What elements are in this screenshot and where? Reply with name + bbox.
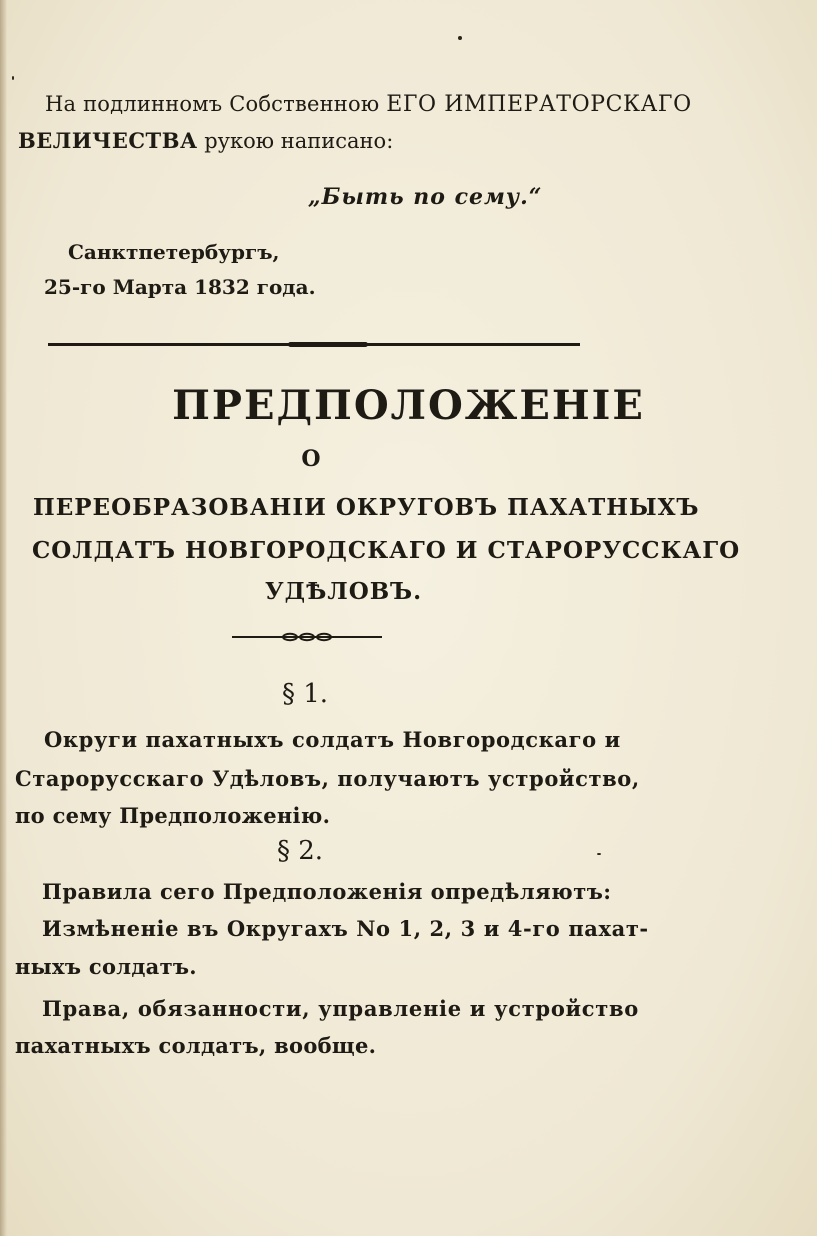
subtitle-line-3: УДѢЛОВЪ. bbox=[265, 578, 423, 605]
section-2-heading: § 2. bbox=[276, 836, 324, 866]
section-2-line-1: Правила сего Предположенія опредѣляютъ: bbox=[42, 879, 612, 904]
subtitle-line-2: СОЛДАТЪ НОВГОРОДСКАГО И СТАРОРУССКАГО bbox=[32, 537, 741, 564]
title-preposition: О bbox=[301, 446, 321, 472]
section-2-line-4: Права, обязанности, управленіе и устройство bbox=[42, 996, 639, 1021]
subtitle-line-1: ПЕРЕОБРАЗОВАНІИ ОКРУГОВЪ ПАХАТНЫХЪ bbox=[33, 494, 700, 521]
document-title: ПРЕДПОЛОЖЕНІЕ bbox=[172, 382, 645, 429]
approval-line-2 bbox=[18, 128, 393, 153]
section-1-line-1: Округи пахатныхъ солдатъ Новгородскаго и bbox=[44, 727, 621, 752]
approval-line-2-caps: ВЕЛИЧЕСТВА bbox=[18, 128, 198, 153]
approval-date: 25-го Марта 1832 года. bbox=[44, 275, 316, 299]
approval-line-2-suffix: рукою написано: bbox=[204, 129, 394, 153]
approval-line-1-caps: ЕГО ИМПЕРАТОРСКАГО bbox=[386, 92, 692, 117]
ornament-divider-icon bbox=[232, 629, 382, 645]
page-edge-shadow bbox=[0, 0, 7, 1236]
ink-speck bbox=[12, 76, 14, 80]
section-2-line-5: пахатныхъ солдатъ, вообще. bbox=[15, 1033, 377, 1058]
section-1-heading: § 1. bbox=[281, 679, 329, 709]
approval-line-1 bbox=[45, 92, 692, 117]
ink-speck bbox=[458, 36, 462, 40]
imperial-motto: „Быть по сему.“ bbox=[308, 184, 543, 210]
section-1-line-2: Старорусскаго Удѣловъ, получаютъ устройство, bbox=[15, 766, 640, 791]
approval-city: Санктпетербургъ, bbox=[68, 240, 280, 264]
approval-line-1-prefix: На подлинномъ Собственною bbox=[45, 92, 380, 116]
ink-speck bbox=[597, 853, 601, 855]
section-1-line-3: по сему Предположенію. bbox=[15, 803, 331, 828]
section-2-line-3: ныхъ солдатъ. bbox=[15, 954, 197, 979]
section-2-line-2: Измѣненіе въ Округахъ No 1, 2, 3 и 4-го пахат- bbox=[42, 916, 649, 941]
header-divider-rule bbox=[48, 343, 580, 346]
